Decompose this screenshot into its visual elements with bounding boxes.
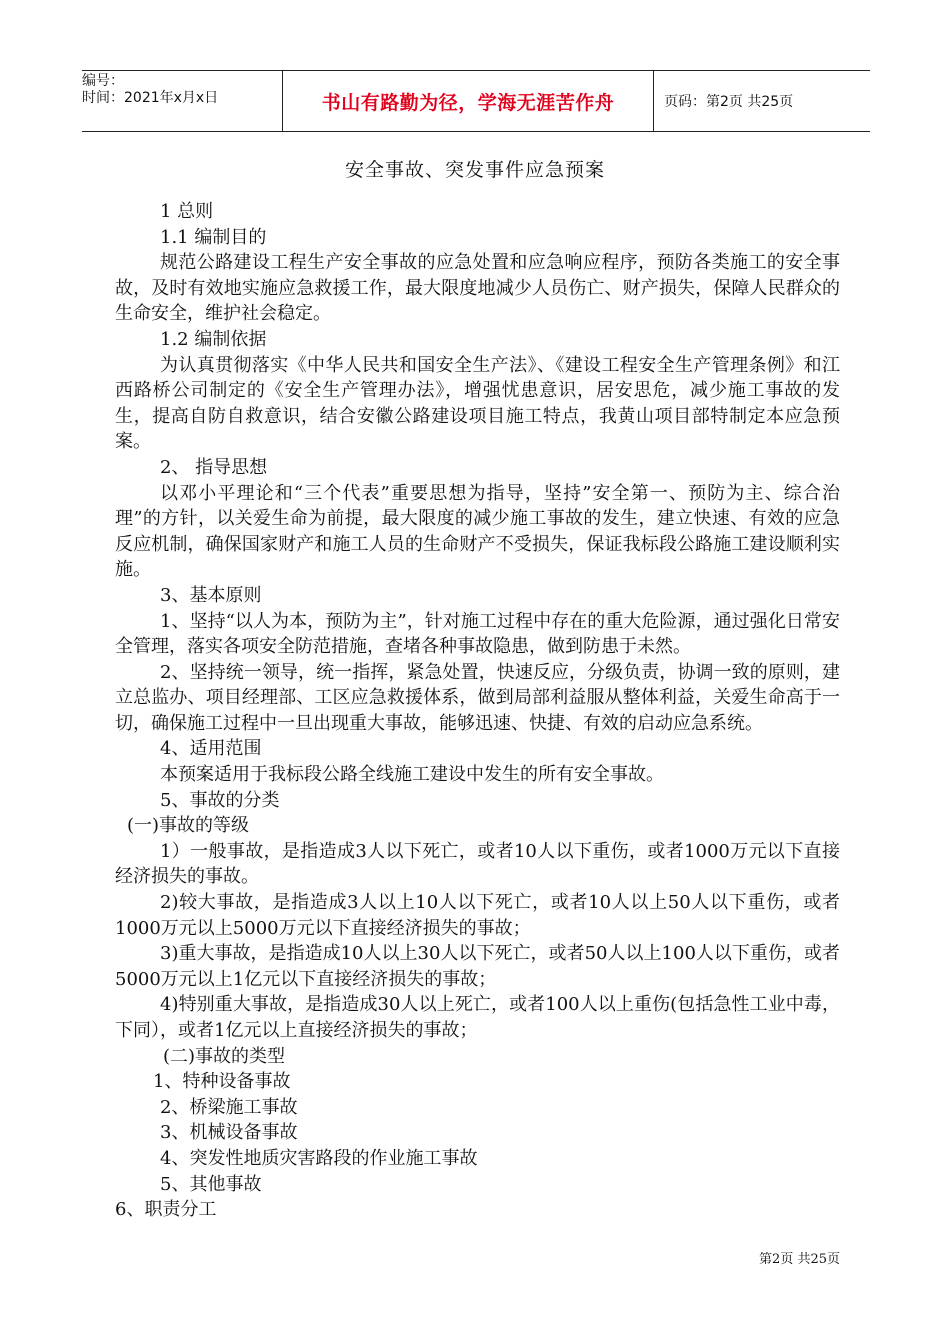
paragraph: 规范公路建设工程生产安全事故的应急处置和应急响应程序，预防各类施工的安全事故，及时有效地实施应急救援工作，最大限度地减少人员伤亡、财产损失，保障人民群众的生命安全，维护社会稳定。 — [115, 252, 840, 325]
list-item: 2、桥梁施工事故 — [160, 1096, 298, 1118]
paragraph: 1）一般事故，是指造成3人以下死亡，或者10人以下重伤，或者1000万元以下直接经济损失的事故。 — [115, 840, 840, 888]
document-number: 编号： — [82, 73, 124, 89]
section-heading: 6、职责分工 — [115, 1199, 217, 1221]
paragraph: 以邓小平理论和“三个代表”重要思想为指导，坚持”安全第一、预防为主、综合治理”的方针，以关爱生命为前提，最大限度的减少施工事故的发生，建立快速、有效的应急反应机制，确保国家财产和施工人员的生命财产不受损失，保证我标段公路施工建设顺利实施。 — [115, 482, 840, 581]
document-title: 安全事故、突发事件应急预案 — [344, 159, 605, 181]
header-motto: 书山有路勤为径，学海无涯苦作舟 — [283, 71, 654, 131]
paragraph: 本预案适用于我标段公路全线施工建设中发生的所有安全事故。 — [160, 764, 664, 786]
header-page-info: 页码：第2页 共25页 — [664, 94, 794, 110]
paragraph: 4)特别重大事故，是指造成30人以上死亡，或者100人以上重伤(包括急性工业中毒，下同），或者1亿元以上直接经济损失的事故； — [115, 994, 840, 1041]
section-heading: 1.2 编制依据 — [160, 328, 267, 350]
page-header — [82, 70, 870, 132]
paragraph: 2、坚持统一领导，统一指挥，紧急处置，快速反应，分级负责，协调一致的原则，建立总监办、项目经理部、工区应急救援体系，做到局部利益服从整体利益，关爱生命高于一切，确保施工过程中一旦出现重大事故，能够迅速、快捷、有效的启动应急系统。 — [115, 661, 840, 734]
paragraph: 3)重大事故，是指造成10人以上30人以下死亡，或者50人以上100人以下重伤，或者5000万元以上1亿元以下直接经济损失的事故； — [115, 943, 840, 990]
list-item: 4、突发性地质灾害路段的作业施工事故 — [160, 1147, 478, 1169]
section-heading: 5、事故的分类 — [160, 789, 280, 811]
document-body — [115, 199, 840, 1223]
paragraph: 为认真贯彻落实《中华人民共和国安全生产法》、《建设工程安全生产管理条例》和江西路桥公司制定的《安全生产管理办法》，增强忧患意识，居安思危，减少施工事故的发生，提高自防自救意识，结合安徽公路建设项目施工特点，我黄山项目部特制定本应急预案。 — [115, 354, 840, 453]
header-meta — [82, 71, 283, 131]
section-heading: 3、基本原则 — [160, 584, 262, 606]
section-heading: 4、适用范围 — [160, 738, 262, 760]
list-item: 3、机械设备事故 — [160, 1122, 298, 1144]
paragraph: 1、坚持“以人为本，预防为主”，针对施工过程中存在的重大危险源，通过强化日常安全管理，落实各项安全防范措施，查堵各种事故隐患，做到防患于未然。 — [115, 610, 840, 658]
list-item: 1、特种设备事故 — [153, 1071, 291, 1093]
subsection-heading: (二)事故的类型 — [163, 1045, 286, 1067]
paragraph: 2)较大事故，是指造成3人以上10人以下死亡，或者10人以上50人以下重伤，或者1000万元以上5000万元以下直接经济损失的事故； — [115, 892, 840, 939]
section-heading: 1 总则 — [160, 201, 214, 222]
page-footer: 第2页 共25页 — [759, 1252, 840, 1267]
document-time: 时间：2021年x月x日 — [82, 90, 219, 106]
subsection-heading: (一)事故的等级 — [127, 815, 250, 837]
list-item: 5、其他事故 — [160, 1173, 262, 1195]
section-heading: 2、 指导思想 — [160, 456, 268, 478]
section-heading: 1.1 编制目的 — [160, 226, 267, 248]
